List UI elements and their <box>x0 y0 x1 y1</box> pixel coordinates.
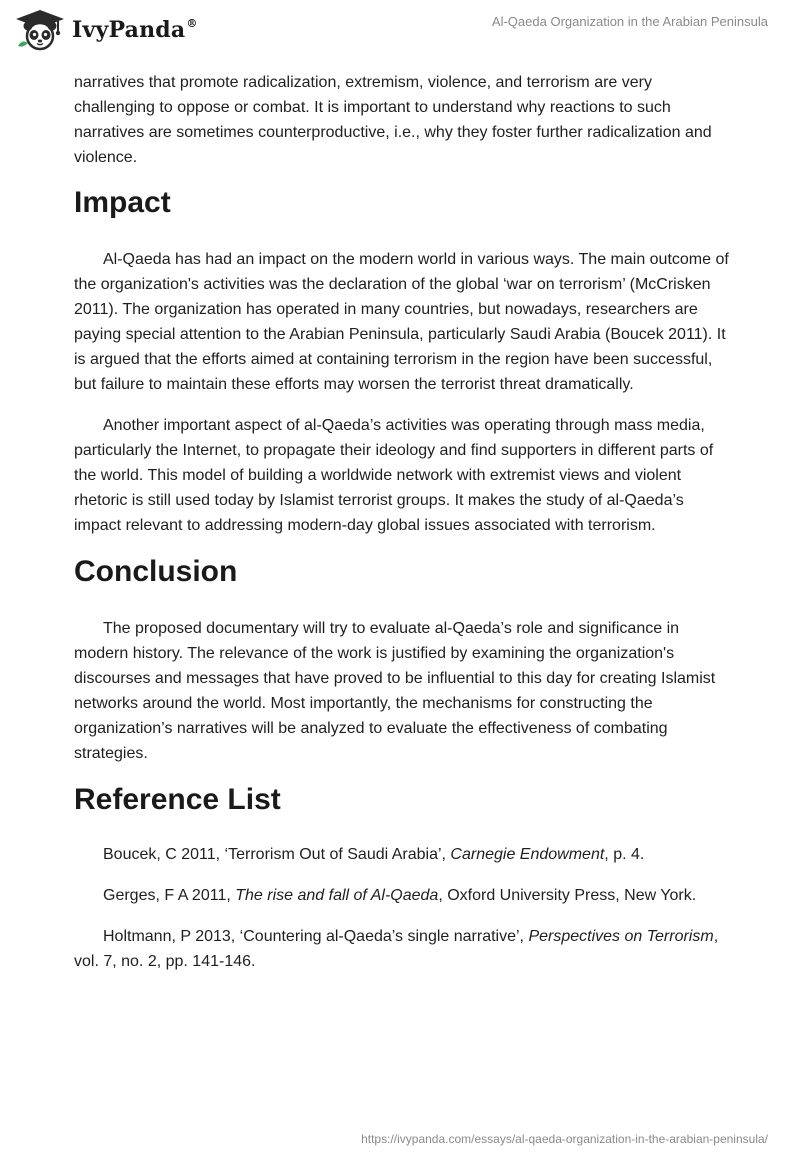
essay-content <box>74 70 734 990</box>
reference-item: Holtmann, P 2013, ‘Countering al-Qaeda’s single narrative’, Perspectives on Terrorism, vol. 7, no. 2, pp. 141-146. <box>74 928 719 970</box>
impact-paragraph-1: Al-Qaeda has had an impact on the modern world in various ways. The main outcome of the organization's activities was the declaration of the global ‘war on terrorism’ (McCrisken 2011). The organization has operated in many countries, but nowadays, researchers are paying special attention to the Arabian Peninsula, particularly Saudi Arabia (Boucek 2011). It is argued that the efforts aimed at containing terrorism in the region have been successful, but failure to maintain these efforts may worsen the terrorist threat dramatically. <box>74 251 729 393</box>
page-header <box>0 0 800 70</box>
intro-paragraph: narratives that promote radicalization, extremism, violence, and terrorism are very challenging to oppose or combat. It is important to understand why reactions to such narratives are sometimes counterproductive, i.e., why they foster further radicalization and violence. <box>74 74 712 166</box>
impact-paragraph-2: Another important aspect of al-Qaeda’s activities was operating through mass media, particularly the Internet, to propagate their ideology and find supporters in different parts of the world. This model of building a worldwide network with extremist views and violent rhetoric is still used today by Islamist terrorist groups. It makes the study of al-Qaeda’s impact relevant to addressing modern-day global issues associated with terrorism. <box>74 417 714 534</box>
brand-logo[interactable] <box>14 8 198 52</box>
source-url-link[interactable]: https://ivypanda.com/essays/al-qaeda-organization-in-the-arabian-peninsula/ <box>361 1132 768 1146</box>
conclusion-heading: Conclusion <box>74 555 238 588</box>
panda-graduate-icon <box>14 8 66 52</box>
conclusion-paragraph: The proposed documentary will try to evaluate al-Qaeda’s role and significance in modern history. The relevance of the work is justified by examining the organization's discourses and messages that have proved to be influential to this day for creating Islamist networks around the world. Most importantly, the mechanisms for constructing the organization’s narratives will be analyzed to evaluate the effectiveness of combating strategies. <box>74 620 716 762</box>
document-title: Al-Qaeda Organization in the Arabian Peninsula <box>491 14 768 29</box>
reference-list-heading: Reference List <box>74 783 281 816</box>
reference-item: Boucek, C 2011, ‘Terrorism Out of Saudi Arabia’, Carnegie Endowment, p. 4. <box>103 846 645 863</box>
impact-heading: Impact <box>74 186 171 219</box>
reference-item: Gerges, F A 2011, The rise and fall of Al-Qaeda, Oxford University Press, New York. <box>103 887 697 904</box>
brand-name: IvyPanda® <box>72 17 198 43</box>
